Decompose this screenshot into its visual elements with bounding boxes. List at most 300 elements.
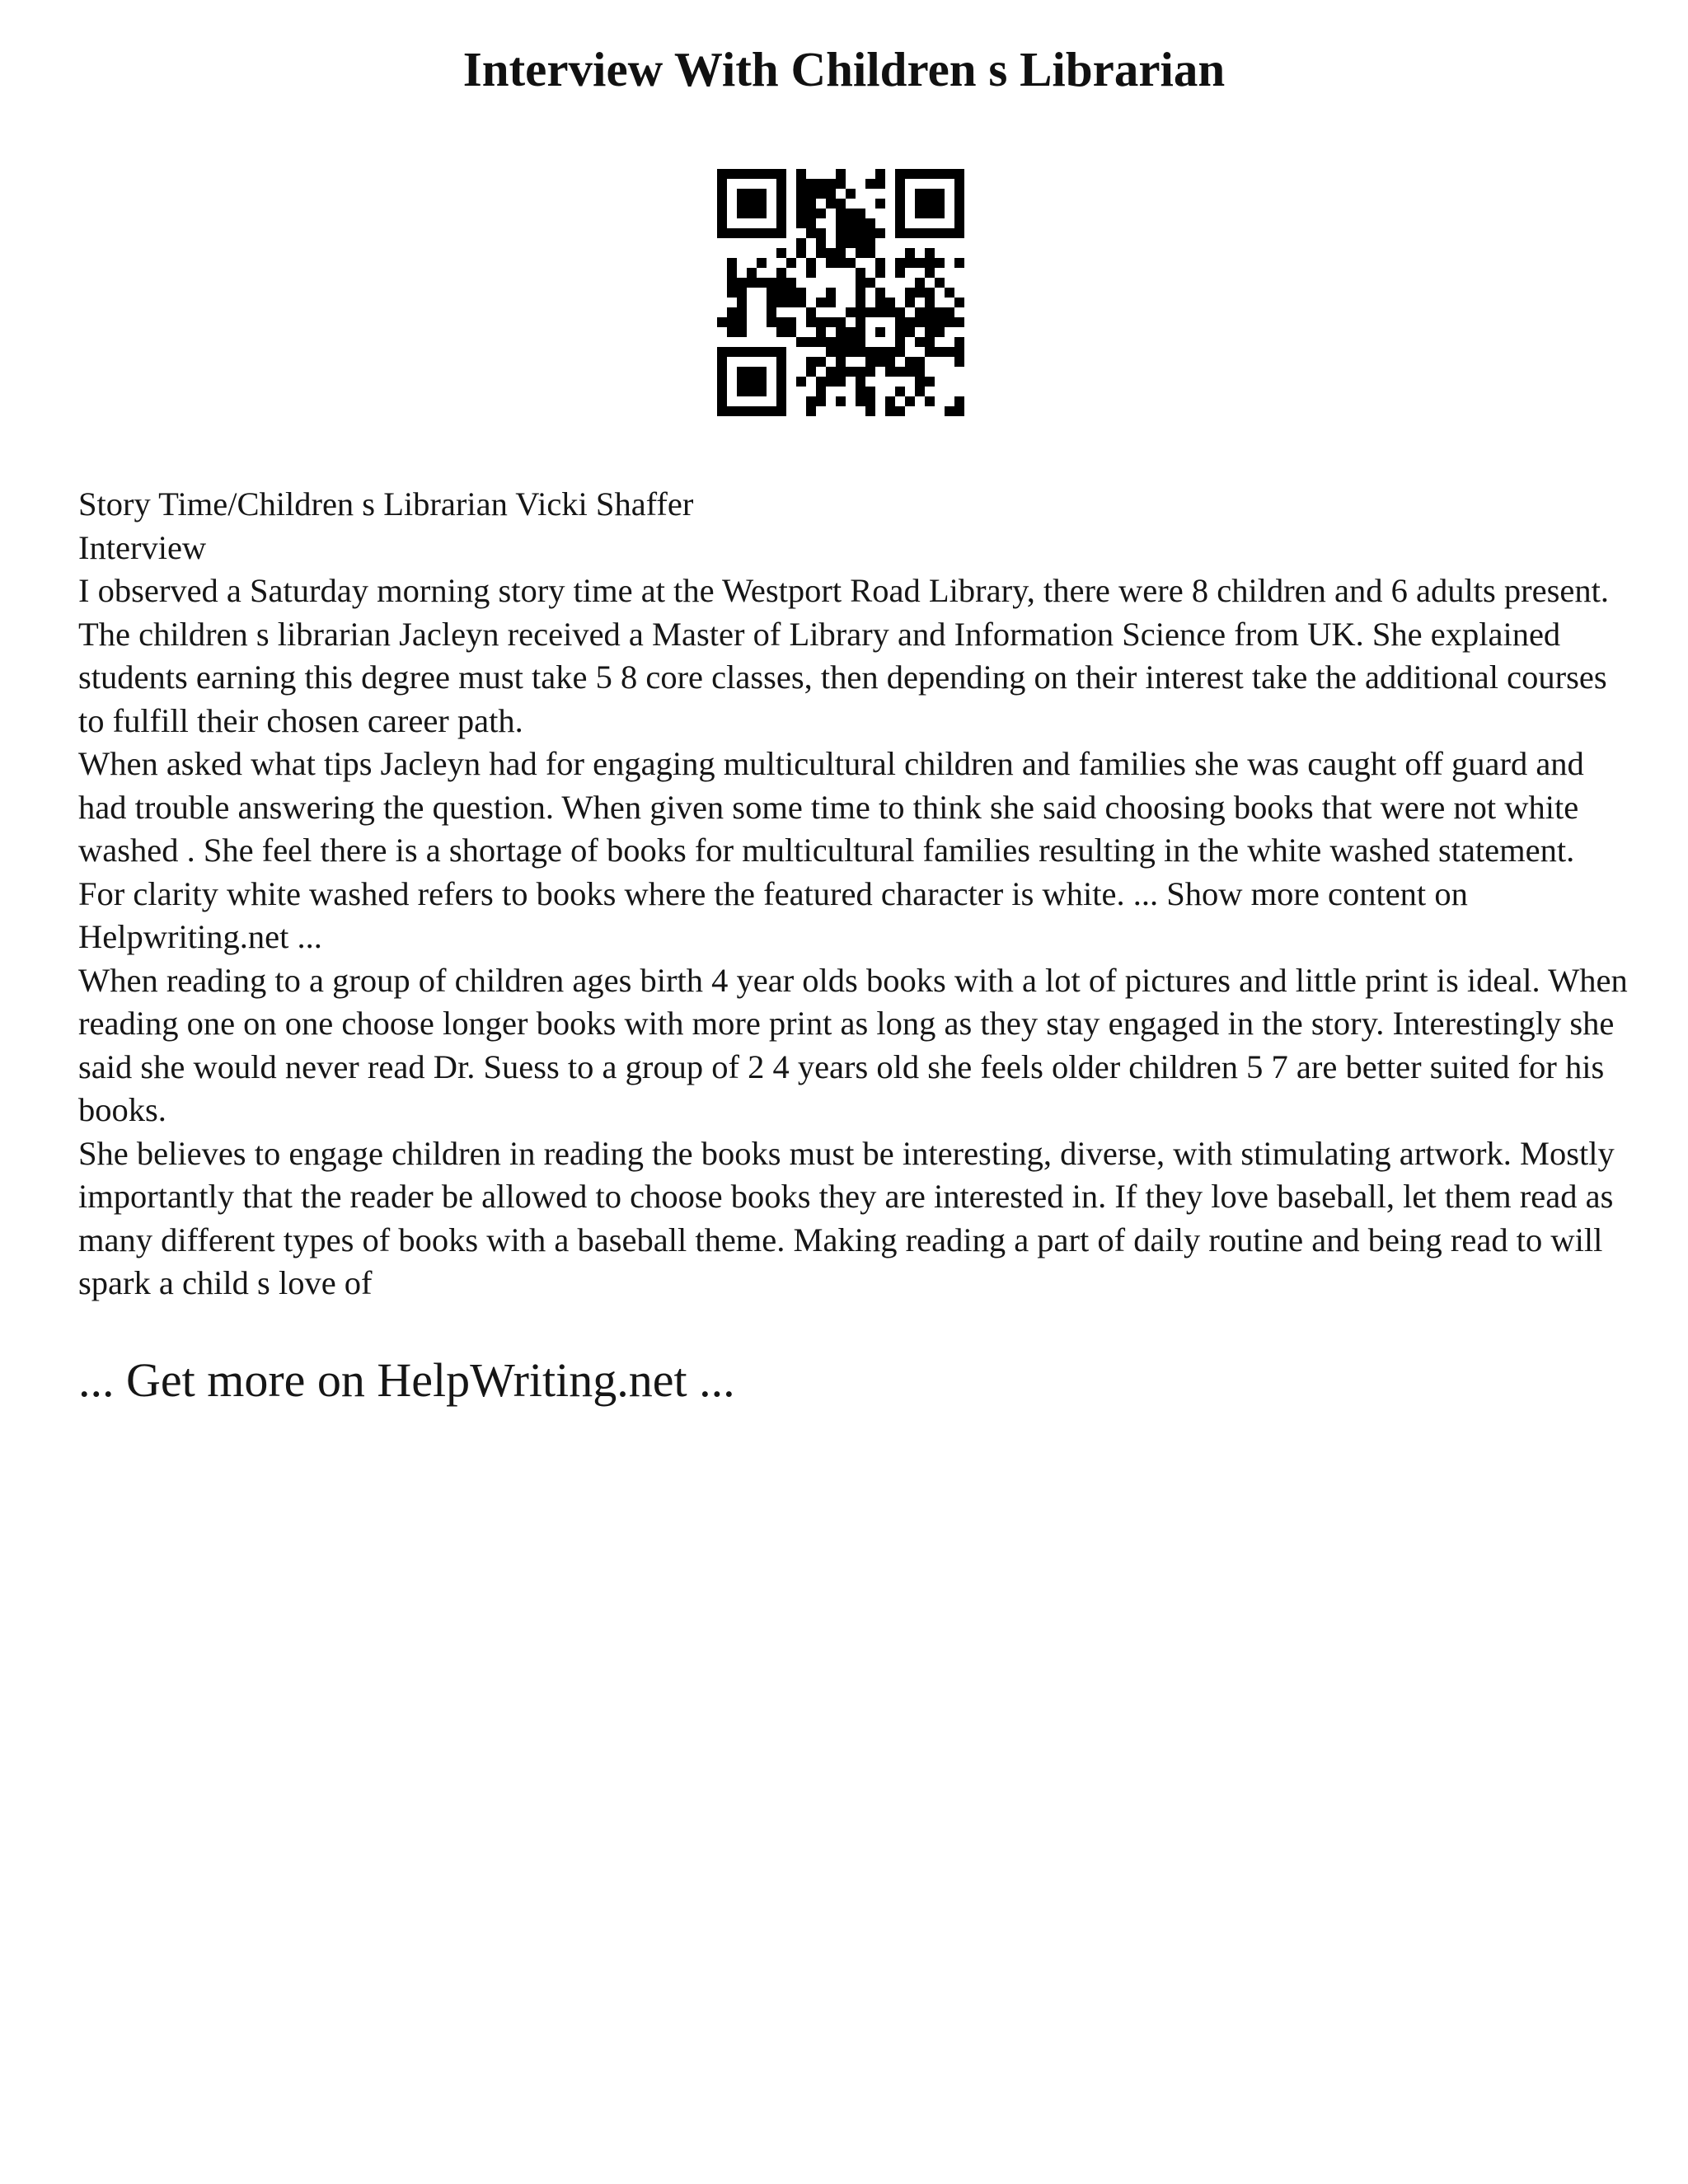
article-body xyxy=(78,483,1628,1305)
qr-module xyxy=(885,298,895,307)
qr-module xyxy=(786,258,796,268)
qr-module xyxy=(767,298,776,307)
qr-module xyxy=(806,179,816,189)
qr-module xyxy=(767,307,776,317)
qr-module xyxy=(935,327,945,337)
qr-module xyxy=(925,307,935,317)
qr-module xyxy=(816,209,826,218)
qr-module xyxy=(836,169,846,179)
qr-module xyxy=(826,317,836,327)
qr-module xyxy=(885,357,895,367)
qr-module xyxy=(776,387,786,396)
qr-module xyxy=(776,377,786,387)
qr-module xyxy=(895,406,905,416)
qr-module xyxy=(727,327,737,337)
qr-module xyxy=(796,218,806,228)
qr-module xyxy=(776,347,786,357)
qr-module xyxy=(925,377,935,387)
qr-module xyxy=(935,199,945,209)
qr-module xyxy=(816,377,826,387)
qr-module xyxy=(767,347,776,357)
qr-module xyxy=(727,288,737,298)
qr-module xyxy=(826,248,836,258)
qr-module xyxy=(935,169,945,179)
qr-module xyxy=(954,209,964,218)
qr-module xyxy=(895,317,905,327)
qr-module xyxy=(895,367,905,377)
qr-module xyxy=(865,307,875,317)
paragraph: When reading to a group of children ages birth 4 year olds books with a lot of pictures and little print is ideal. When reading one on one choose longer books with more print as long as they stay engaged in the story. Interestingly she said she would never read Dr. Suess to a group of 2 4 years old she feels older children 5 7 are better suited for his books. xyxy=(78,961,1628,1128)
qr-module xyxy=(846,347,856,357)
qr-module xyxy=(885,396,895,406)
qr-module xyxy=(885,406,895,416)
qr-module xyxy=(776,317,786,327)
qr-module xyxy=(895,169,905,179)
qr-module xyxy=(954,169,964,179)
qr-module xyxy=(776,288,786,298)
qr-module xyxy=(747,347,757,357)
qr-module xyxy=(767,228,776,238)
qr-module xyxy=(925,268,935,278)
qr-module xyxy=(816,238,826,248)
qr-module xyxy=(915,377,925,387)
qr-module xyxy=(757,228,767,238)
qr-module xyxy=(747,387,757,396)
qr-module xyxy=(905,327,915,337)
qr-module xyxy=(806,406,816,416)
qr-module xyxy=(875,179,885,189)
qr-module xyxy=(737,377,747,387)
qr-module xyxy=(925,347,935,357)
qr-module xyxy=(856,396,865,406)
qr-module xyxy=(846,238,856,248)
qr-module xyxy=(905,396,915,406)
qr-module xyxy=(865,357,875,367)
page-title: Interview With Children s Librarian xyxy=(462,42,1226,96)
qr-module xyxy=(836,367,846,377)
qr-module xyxy=(885,347,895,357)
qr-module xyxy=(875,327,885,337)
qr-module xyxy=(737,367,747,377)
qr-module xyxy=(806,367,816,377)
qr-module xyxy=(905,228,915,238)
qr-module xyxy=(935,307,945,317)
qr-module xyxy=(747,199,757,209)
qr-module xyxy=(856,218,865,228)
qr-module xyxy=(776,396,786,406)
qr-module xyxy=(747,268,757,278)
qr-module xyxy=(776,189,786,199)
qr-module xyxy=(945,347,954,357)
qr-module xyxy=(865,387,875,396)
qr-module xyxy=(717,387,727,396)
qr-module xyxy=(905,248,915,258)
qr-module xyxy=(737,406,747,416)
qr-module xyxy=(757,377,767,387)
qr-module xyxy=(826,347,836,357)
qr-module xyxy=(925,337,935,347)
qr-module xyxy=(796,199,806,209)
qr-module xyxy=(796,377,806,387)
qr-module xyxy=(717,199,727,209)
qr-module xyxy=(935,189,945,199)
qr-module xyxy=(915,169,925,179)
qr-module xyxy=(895,347,905,357)
qr-module xyxy=(915,258,925,268)
qr-module xyxy=(865,406,875,416)
qr-module xyxy=(875,307,885,317)
qr-module xyxy=(925,327,935,337)
qr-module xyxy=(717,406,727,416)
qr-module xyxy=(767,169,776,179)
qr-module xyxy=(826,298,836,307)
qr-module xyxy=(786,327,796,337)
qr-module xyxy=(925,288,935,298)
qr-module xyxy=(717,347,727,357)
qr-module xyxy=(875,258,885,268)
qr-module xyxy=(806,189,816,199)
qr-module xyxy=(915,278,925,288)
qr-module xyxy=(915,228,925,238)
qr-module xyxy=(846,307,856,317)
qr-module xyxy=(925,317,935,327)
qr-module xyxy=(905,298,915,307)
qr-module xyxy=(776,367,786,377)
qr-module xyxy=(717,209,727,218)
qr-module xyxy=(885,307,895,317)
qr-module xyxy=(846,367,856,377)
qr-module xyxy=(895,199,905,209)
qr-module xyxy=(954,298,964,307)
qr-module xyxy=(856,307,865,317)
qr-module xyxy=(856,387,865,396)
qr-module xyxy=(816,337,826,347)
qr-module xyxy=(776,169,786,179)
qr-module xyxy=(895,179,905,189)
qr-module xyxy=(935,228,945,238)
qr-module xyxy=(776,248,786,258)
qr-module xyxy=(717,189,727,199)
qr-module xyxy=(727,406,737,416)
qr-module xyxy=(925,169,935,179)
qr-module xyxy=(806,218,816,228)
qr-module xyxy=(717,317,727,327)
qr-module xyxy=(737,298,747,307)
qr-module xyxy=(717,169,727,179)
qr-module xyxy=(915,317,925,327)
qr-module xyxy=(826,199,836,209)
qr-code-icon xyxy=(717,169,964,416)
qr-module xyxy=(856,228,865,238)
qr-module xyxy=(796,209,806,218)
qr-module xyxy=(856,367,865,377)
qr-module xyxy=(816,179,826,189)
qr-module xyxy=(727,169,737,179)
qr-module xyxy=(856,248,865,258)
qr-module xyxy=(915,337,925,347)
qr-module xyxy=(875,298,885,307)
qr-module xyxy=(954,258,964,268)
qr-module xyxy=(757,367,767,377)
qr-module xyxy=(935,209,945,218)
paragraph: When asked what tips Jacleyn had for engaging multicultural children and families she was caught off guard and had trouble answering the question. When given some time to think she said choosing books that were not white washed . She feel there is a shortage of books for multicultural families resulting in the white washed statement. For clarity white washed refers to books where the featured character is white. ... Show more content on Helpwriting.net ... xyxy=(78,745,1584,955)
qr-module xyxy=(905,169,915,179)
qr-module xyxy=(856,209,865,218)
qr-module xyxy=(865,228,875,238)
qr-module xyxy=(727,347,737,357)
qr-module xyxy=(915,307,925,317)
qr-module xyxy=(945,288,954,298)
qr-module xyxy=(717,377,727,387)
qr-module xyxy=(747,209,757,218)
qr-module xyxy=(856,238,865,248)
qr-module xyxy=(757,169,767,179)
qr-module xyxy=(826,288,836,298)
qr-module xyxy=(836,327,846,337)
qr-module xyxy=(836,317,846,327)
qr-module xyxy=(816,396,826,406)
qr-module xyxy=(945,169,954,179)
qr-module xyxy=(727,228,737,238)
qr-module xyxy=(717,367,727,377)
qr-module xyxy=(875,347,885,357)
qr-module xyxy=(895,258,905,268)
qr-module xyxy=(737,199,747,209)
qr-module xyxy=(846,337,856,347)
qr-module xyxy=(935,278,945,288)
qr-module xyxy=(796,179,806,189)
qr-module xyxy=(915,288,925,298)
qr-module xyxy=(905,367,915,377)
qr-module xyxy=(737,169,747,179)
qr-module xyxy=(767,317,776,327)
qr-module xyxy=(935,258,945,268)
qr-module xyxy=(905,258,915,268)
qr-module xyxy=(856,337,865,347)
qr-module xyxy=(776,268,786,278)
qr-module xyxy=(954,396,964,406)
qr-module xyxy=(806,268,816,278)
qr-module xyxy=(836,347,846,357)
qr-module xyxy=(856,377,865,387)
qr-module xyxy=(925,248,935,258)
qr-module xyxy=(737,327,747,337)
qr-module xyxy=(796,189,806,199)
qr-module xyxy=(915,357,925,367)
qr-module xyxy=(826,189,836,199)
qr-module xyxy=(945,228,954,238)
qr-module xyxy=(776,209,786,218)
qr-module xyxy=(806,317,816,327)
qr-module xyxy=(737,189,747,199)
qr-module xyxy=(865,347,875,357)
qr-module xyxy=(925,199,935,209)
qr-module xyxy=(875,268,885,278)
qr-module xyxy=(826,179,836,189)
qr-module xyxy=(757,406,767,416)
qr-module xyxy=(836,238,846,248)
qr-module xyxy=(846,209,856,218)
qr-module xyxy=(915,209,925,218)
qr-module xyxy=(875,199,885,209)
qr-module xyxy=(786,278,796,288)
qr-module xyxy=(954,347,964,357)
qr-module xyxy=(737,317,747,327)
qr-module xyxy=(954,406,964,416)
qr-module xyxy=(945,406,954,416)
get-more-link[interactable]: ... Get more on HelpWriting.net ... xyxy=(78,1353,735,1407)
qr-module xyxy=(856,298,865,307)
qr-module xyxy=(767,278,776,288)
qr-module xyxy=(747,278,757,288)
qr-module xyxy=(865,179,875,189)
qr-module xyxy=(757,278,767,288)
qr-module xyxy=(856,327,865,337)
qr-module xyxy=(865,367,875,377)
qr-module xyxy=(776,228,786,238)
qr-module xyxy=(776,199,786,209)
qr-module xyxy=(747,228,757,238)
qr-module xyxy=(816,248,826,258)
qr-module xyxy=(767,406,776,416)
qr-module xyxy=(925,298,935,307)
qr-module xyxy=(935,347,945,357)
qr-module xyxy=(757,387,767,396)
qr-module xyxy=(816,298,826,307)
qr-module xyxy=(954,218,964,228)
qr-module xyxy=(865,248,875,258)
qr-module xyxy=(786,298,796,307)
qr-module xyxy=(836,199,846,209)
qr-module xyxy=(954,357,964,367)
qr-module xyxy=(895,337,905,347)
qr-module xyxy=(836,209,846,218)
qr-module xyxy=(717,396,727,406)
qr-module xyxy=(856,317,865,327)
qr-module xyxy=(935,317,945,327)
qr-module xyxy=(856,268,865,278)
qr-module xyxy=(816,228,826,238)
qr-module xyxy=(875,357,885,367)
qr-module xyxy=(895,218,905,228)
qr-module xyxy=(717,218,727,228)
qr-module xyxy=(806,337,816,347)
qr-module xyxy=(806,357,816,367)
qr-module xyxy=(836,218,846,228)
qr-module xyxy=(717,179,727,189)
qr-module xyxy=(776,278,786,288)
qr-module xyxy=(954,317,964,327)
qr-module xyxy=(796,248,806,258)
qr-module xyxy=(776,179,786,189)
qr-module xyxy=(954,199,964,209)
qr-module xyxy=(836,228,846,238)
qr-module xyxy=(865,218,875,228)
qr-module xyxy=(816,327,826,337)
qr-module xyxy=(856,278,865,288)
qr-module xyxy=(737,288,747,298)
qr-module xyxy=(885,367,895,377)
qr-module xyxy=(826,367,836,377)
qr-module xyxy=(806,199,816,209)
qr-module xyxy=(826,377,836,387)
qr-module xyxy=(757,189,767,199)
qr-module xyxy=(737,228,747,238)
qr-module xyxy=(836,258,846,268)
qr-module xyxy=(816,357,826,367)
qr-module xyxy=(905,357,915,367)
qr-module xyxy=(796,288,806,298)
qr-module xyxy=(806,209,816,218)
qr-module xyxy=(945,317,954,327)
qr-module xyxy=(915,367,925,377)
qr-module xyxy=(895,268,905,278)
qr-module xyxy=(786,288,796,298)
qr-module xyxy=(915,199,925,209)
qr-module xyxy=(816,387,826,396)
qr-module xyxy=(776,406,786,416)
qr-module xyxy=(757,199,767,209)
qr-module xyxy=(747,169,757,179)
qr-module xyxy=(776,357,786,367)
qr-module xyxy=(915,189,925,199)
qr-module xyxy=(836,248,846,258)
qr-module xyxy=(727,268,737,278)
qr-module xyxy=(895,228,905,238)
qr-module xyxy=(826,337,836,347)
qr-module xyxy=(816,189,826,199)
qr-module xyxy=(925,228,935,238)
qr-module xyxy=(865,396,875,406)
qr-module xyxy=(846,228,856,238)
qr-module xyxy=(875,169,885,179)
qr-module xyxy=(836,396,846,406)
qr-module xyxy=(737,278,747,288)
qr-module xyxy=(954,337,964,347)
qr-module xyxy=(925,209,935,218)
qr-module xyxy=(846,189,856,199)
qr-module xyxy=(747,367,757,377)
qr-module xyxy=(846,327,856,337)
qr-module xyxy=(727,258,737,268)
qr-module xyxy=(776,298,786,307)
qr-module xyxy=(717,228,727,238)
qr-module xyxy=(816,317,826,327)
paragraph: I observed a Saturday morning story time at the Westport Road Library, there were 8 children and 6 adults present. The children s librarian Jacleyn received a Master of Library and Information Science from UK. She explained students earning this degree must take 5 8 core classes, then depending on their interest take the additional courses to fulfill their chosen career path. xyxy=(78,572,1609,739)
qr-module xyxy=(895,307,905,317)
qr-module xyxy=(836,179,846,189)
qr-module xyxy=(856,347,865,357)
paragraph: She believes to engage children in reading the books must be interesting, diverse, with stimulating artwork. Mostly importantly that the reader be allowed to choose books they are interested in. If they love baseball, let them read as many different types of books with a baseball theme. Making reading a part of daily routine and being read to will spark a child s love of xyxy=(78,1134,1615,1301)
qr-module xyxy=(806,258,816,268)
qr-module xyxy=(836,337,846,347)
qr-module xyxy=(856,288,865,298)
qr-module xyxy=(895,209,905,218)
qr-module xyxy=(717,357,727,367)
qr-module xyxy=(954,228,964,238)
qr-module xyxy=(836,357,846,367)
qr-module xyxy=(727,307,737,317)
qr-module xyxy=(727,278,737,288)
qr-module xyxy=(925,396,935,406)
qr-module xyxy=(727,317,737,327)
qr-module xyxy=(796,169,806,179)
qr-module xyxy=(776,218,786,228)
qr-module xyxy=(806,396,816,406)
qr-module xyxy=(796,337,806,347)
qr-module xyxy=(915,387,925,396)
qr-module xyxy=(737,347,747,357)
